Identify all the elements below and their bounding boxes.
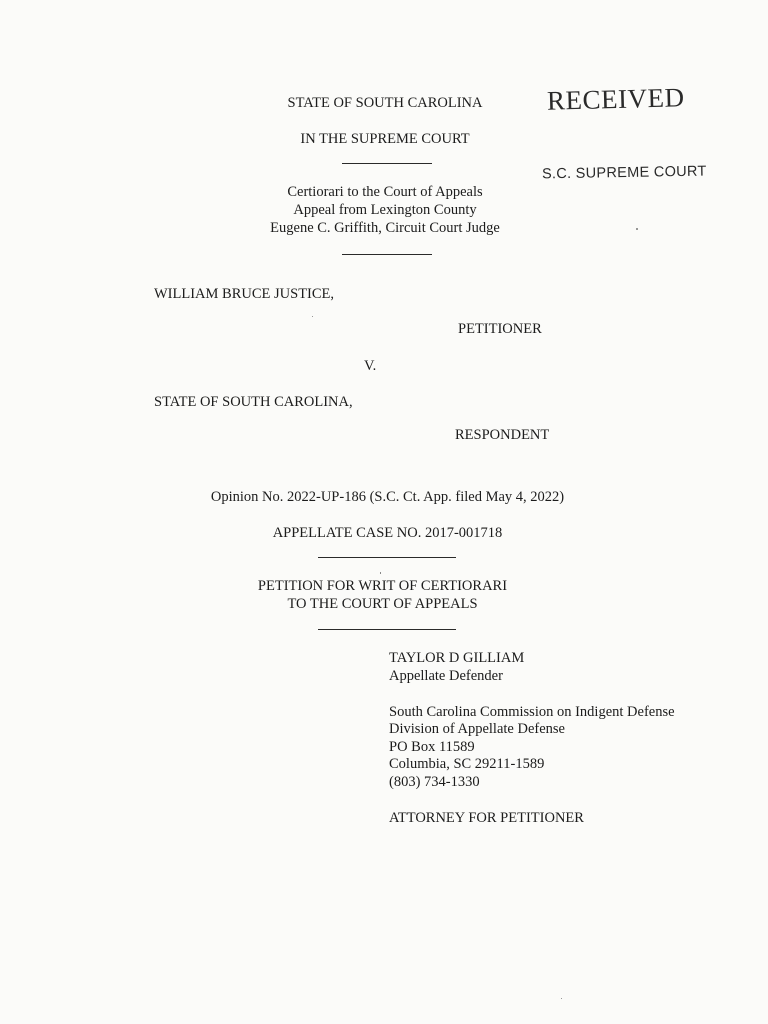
appellate-case-number: APPELLATE CASE NO. 2017-001718 (272, 525, 503, 541)
scan-speck (312, 316, 313, 317)
divider-rule (318, 629, 456, 630)
petitioner-name: WILLIAM BRUCE JUSTICE, (154, 286, 335, 302)
address-line: (803) 734-1330 (389, 774, 480, 790)
divider-rule (342, 254, 432, 255)
respondent-name: STATE OF SOUTH CAROLINA, (154, 394, 353, 410)
scan-speck (380, 572, 381, 574)
address-line: South Carolina Commission on Indigent Defense (389, 704, 675, 720)
opinion-citation: Opinion No. 2022-UP-186 (S.C. Ct. App. filed May 4, 2022) (210, 489, 565, 505)
scan-speck (561, 998, 562, 999)
address-line: PO Box 11589 (389, 739, 475, 755)
received-stamp: RECEIVED (546, 82, 685, 116)
counsel-name: TAYLOR D GILLIAM (389, 650, 525, 666)
respondent-role: RESPONDENT (455, 427, 550, 443)
proceeding-line: Certiorari to the Court of Appeals (287, 184, 483, 200)
state-heading: STATE OF SOUTH CAROLINA (287, 95, 483, 111)
counsel-title: Appellate Defender (389, 668, 503, 684)
document-title-line: PETITION FOR WRIT OF CERTIORARI (257, 578, 508, 594)
divider-rule (342, 163, 432, 164)
court-heading: IN THE SUPREME COURT (300, 131, 470, 147)
proceeding-line: Appeal from Lexington County (293, 202, 477, 218)
document-title-line: TO THE COURT OF APPEALS (287, 596, 478, 612)
counsel-role: ATTORNEY FOR PETITIONER (389, 810, 584, 826)
scan-speck (636, 228, 638, 230)
court-stamp: S.C. SUPREME COURT (541, 163, 707, 183)
address-line: Columbia, SC 29211-1589 (389, 756, 545, 772)
divider-rule (318, 557, 456, 558)
proceeding-line: Eugene C. Griffith, Circuit Court Judge (270, 220, 500, 236)
address-line: Division of Appellate Defense (389, 721, 565, 737)
versus: V. (364, 358, 377, 374)
petitioner-role: PETITIONER (458, 321, 542, 337)
